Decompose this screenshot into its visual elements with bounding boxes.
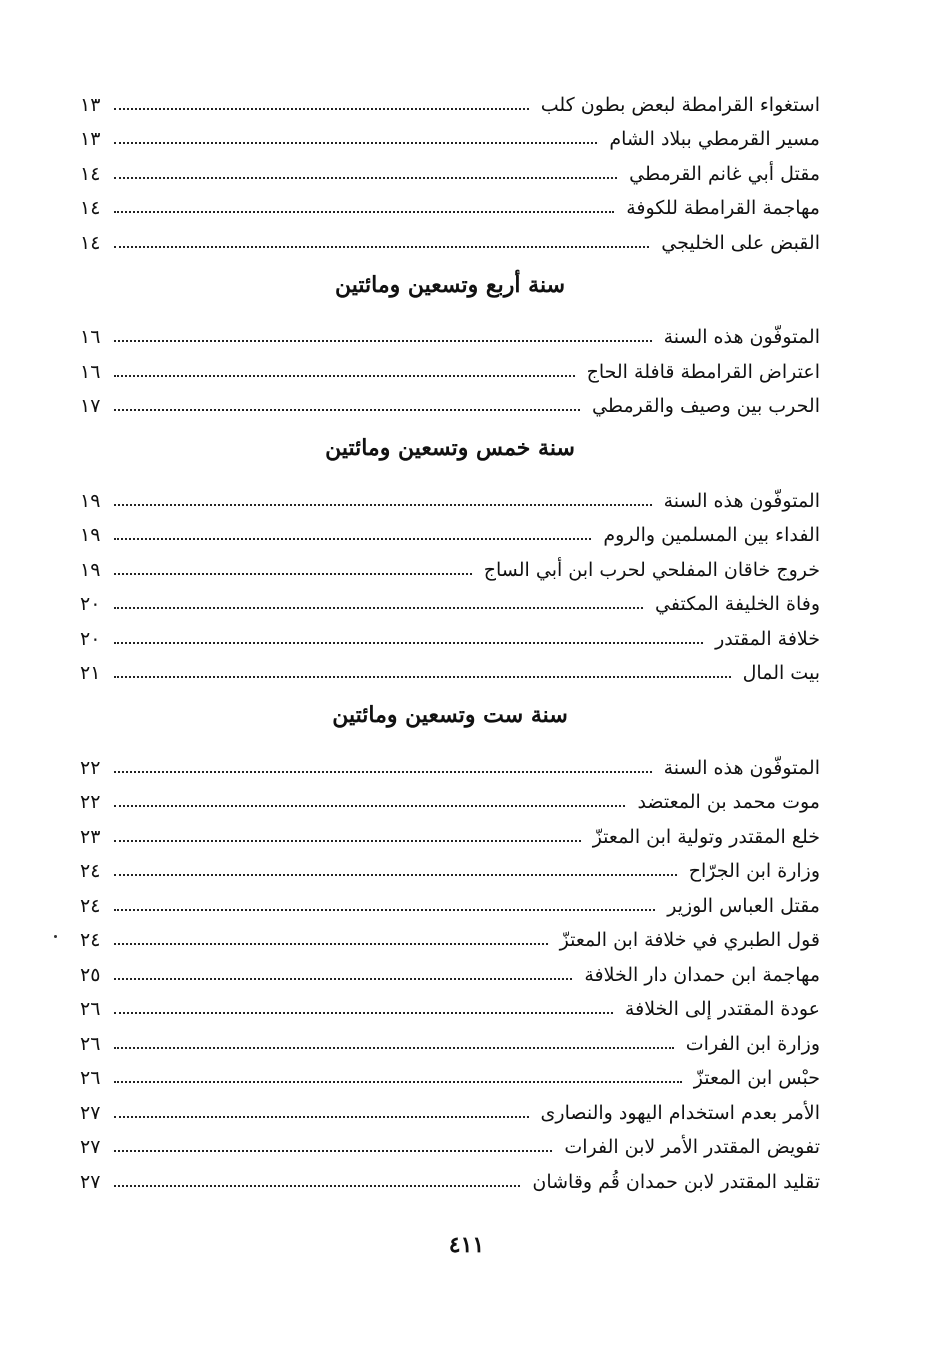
toc-entry-page: ١٤ <box>80 162 101 185</box>
toc-entry-page: ١٤ <box>80 197 101 219</box>
dot-leader <box>114 176 617 179</box>
toc-entry-page: ٢٥ <box>80 963 101 986</box>
toc-entry-page: ٢١ <box>80 662 101 684</box>
toc-entry <box>80 115 820 150</box>
toc-entry-title: موت محمد بن المعتضد <box>637 791 820 813</box>
toc-entry-page: ١٩ <box>80 524 101 546</box>
toc-entry-title: تفويض المقتدر الأمر لابن الفرات <box>564 1136 820 1158</box>
toc-entry <box>80 545 820 580</box>
toc-entry <box>80 184 820 219</box>
dot-leader <box>114 107 529 110</box>
toc-entry-title: عودة المقتدر إلى الخلافة <box>624 998 820 1020</box>
toc-entry-page: ٢٦ <box>80 1032 101 1055</box>
toc-entry-title: المتوفّون هذه السنة <box>663 489 820 512</box>
toc-entry-title: اعتراض القرامطة قافلة الحاج <box>586 360 820 383</box>
toc-entry-page: ١٦ <box>80 326 101 348</box>
toc-entry-page: ٢٤ <box>80 929 101 951</box>
dot-leader <box>114 1184 520 1187</box>
dot-leader <box>114 1046 674 1049</box>
toc-entry-page: ٢٠ <box>80 593 101 615</box>
toc-entry-page: ٢٢ <box>80 756 101 779</box>
dot-leader <box>114 942 548 945</box>
toc-entry-page: ٢٧ <box>80 1136 101 1158</box>
toc-entry <box>80 1123 820 1158</box>
margin-speck <box>54 935 57 938</box>
toc-entry-title: حبْس ابن المعتزّ <box>693 1067 820 1089</box>
table-of-contents <box>80 80 820 1192</box>
toc-entry <box>80 916 820 951</box>
toc-entry <box>80 778 820 813</box>
toc-entry-title: الأمر بعدم استخدام اليهود والنصارى <box>540 1101 820 1124</box>
toc-entry-title: خلع المقتدر وتولية ابن المعتزّ <box>592 825 820 848</box>
toc-entry-title: خروج خاقان المفلحي لحرب ابن أبي الساج <box>483 558 820 581</box>
toc-entry <box>80 649 820 684</box>
toc-entry-page: ٢٤ <box>80 894 101 917</box>
dot-leader <box>114 873 677 876</box>
dot-leader <box>114 839 581 842</box>
page-number: ٤١١ <box>448 1232 485 1258</box>
toc-entry-page: ١٤ <box>80 231 101 254</box>
toc-entry-page: ١٩ <box>80 489 101 512</box>
dot-leader <box>114 977 572 980</box>
toc-entry <box>80 149 820 184</box>
dot-leader <box>114 1011 613 1014</box>
toc-entry-page: ٢٣ <box>80 825 101 848</box>
dot-leader <box>114 572 472 575</box>
toc-entry-title: مهاجمة ابن حمدان دار الخلافة <box>584 963 820 986</box>
toc-entry-title: القبض على الخليجي <box>661 231 820 254</box>
toc-entry-page: ٢٧ <box>80 1170 101 1193</box>
toc-entry <box>80 812 820 847</box>
toc-entry <box>80 1019 820 1054</box>
toc-entry <box>80 80 820 115</box>
toc-entry-page: ١٩ <box>80 558 101 581</box>
toc-entry <box>80 985 820 1020</box>
dot-leader <box>114 770 652 773</box>
toc-entry <box>80 743 820 778</box>
toc-entry <box>80 1054 820 1089</box>
toc-entry-page: ٢٦ <box>80 998 101 1020</box>
dot-leader <box>114 1115 529 1118</box>
dot-leader <box>114 804 625 807</box>
toc-entry <box>80 614 820 649</box>
section-heading: سنة ست وتسعين ومائتين <box>332 702 568 728</box>
toc-entry-title: مقتل أبي غانم القرمطي <box>629 162 820 185</box>
toc-entry <box>80 476 820 511</box>
toc-entry-page: ١٦ <box>80 360 101 383</box>
toc-entry-title: المتوفّون هذه السنة <box>663 326 820 348</box>
toc-entry <box>80 1088 820 1123</box>
toc-entry-page: ١٣ <box>80 128 101 150</box>
dot-leader <box>114 374 575 377</box>
toc-entry-page: ١٣ <box>80 93 101 116</box>
toc-entry <box>80 511 820 546</box>
toc-entry <box>80 382 820 417</box>
toc-entry-page: ٢٤ <box>80 860 101 882</box>
toc-entry-title: استغواء القرامطة لبعض بطون كلب <box>540 93 820 116</box>
toc-entry <box>80 950 820 985</box>
dot-leader <box>114 141 597 144</box>
dot-leader <box>114 606 643 609</box>
dot-leader <box>114 245 649 248</box>
toc-entry-title: مسير القرمطي ببلاد الشام <box>609 128 820 150</box>
toc-entry <box>80 218 820 253</box>
toc-entry <box>80 1157 820 1192</box>
toc-entry-title: مهاجمة القرامطة للكوفة <box>626 197 820 219</box>
dot-leader <box>114 339 652 342</box>
toc-entry-page: ٢٢ <box>80 791 101 813</box>
dot-leader <box>114 675 731 678</box>
dot-leader <box>114 908 655 911</box>
dot-leader <box>114 1149 552 1152</box>
dot-leader <box>114 537 591 540</box>
toc-entry-title: المتوفّون هذه السنة <box>663 756 820 779</box>
toc-entry <box>80 847 820 882</box>
toc-entry-title: بيت المال <box>742 662 820 684</box>
toc-entry-title: تقليد المقتدر لابن حمدان قُم وقاشان <box>532 1170 820 1193</box>
toc-entry-page: ١٧ <box>80 395 101 417</box>
toc-entry <box>80 580 820 615</box>
toc-entry-page: ٢٧ <box>80 1101 101 1124</box>
toc-entry-title: وزارة ابن الفرات <box>685 1032 820 1055</box>
toc-entry-page: ٢٦ <box>80 1067 101 1089</box>
toc-entry-page: ٢٠ <box>80 627 101 650</box>
toc-entry <box>80 313 820 348</box>
toc-entry-title: مقتل العباس الوزير <box>667 894 820 917</box>
section-heading: سنة خمس وتسعين ومائتين <box>325 435 575 461</box>
toc-entry <box>80 881 820 916</box>
section-heading: سنة أربع وتسعين ومائتين <box>334 271 566 298</box>
dot-leader <box>114 503 652 506</box>
toc-entry-title: الحرب بين وصيف والقرمطي <box>592 395 820 417</box>
dot-leader <box>114 1080 682 1083</box>
toc-entry-title: الفداء بين المسلمين والروم <box>603 524 820 546</box>
toc-entry-title: وزارة ابن الجرّاح <box>688 860 820 882</box>
toc-entry-title: خلافة المقتدر <box>715 627 820 650</box>
toc-entry-title: قول الطبري في خلافة ابن المعتزّ <box>559 929 820 951</box>
dot-leader <box>114 210 614 213</box>
toc-entry <box>80 347 820 382</box>
dot-leader <box>114 408 580 411</box>
dot-leader <box>114 641 703 644</box>
toc-entry-title: وفاة الخليفة المكتفي <box>655 593 820 615</box>
